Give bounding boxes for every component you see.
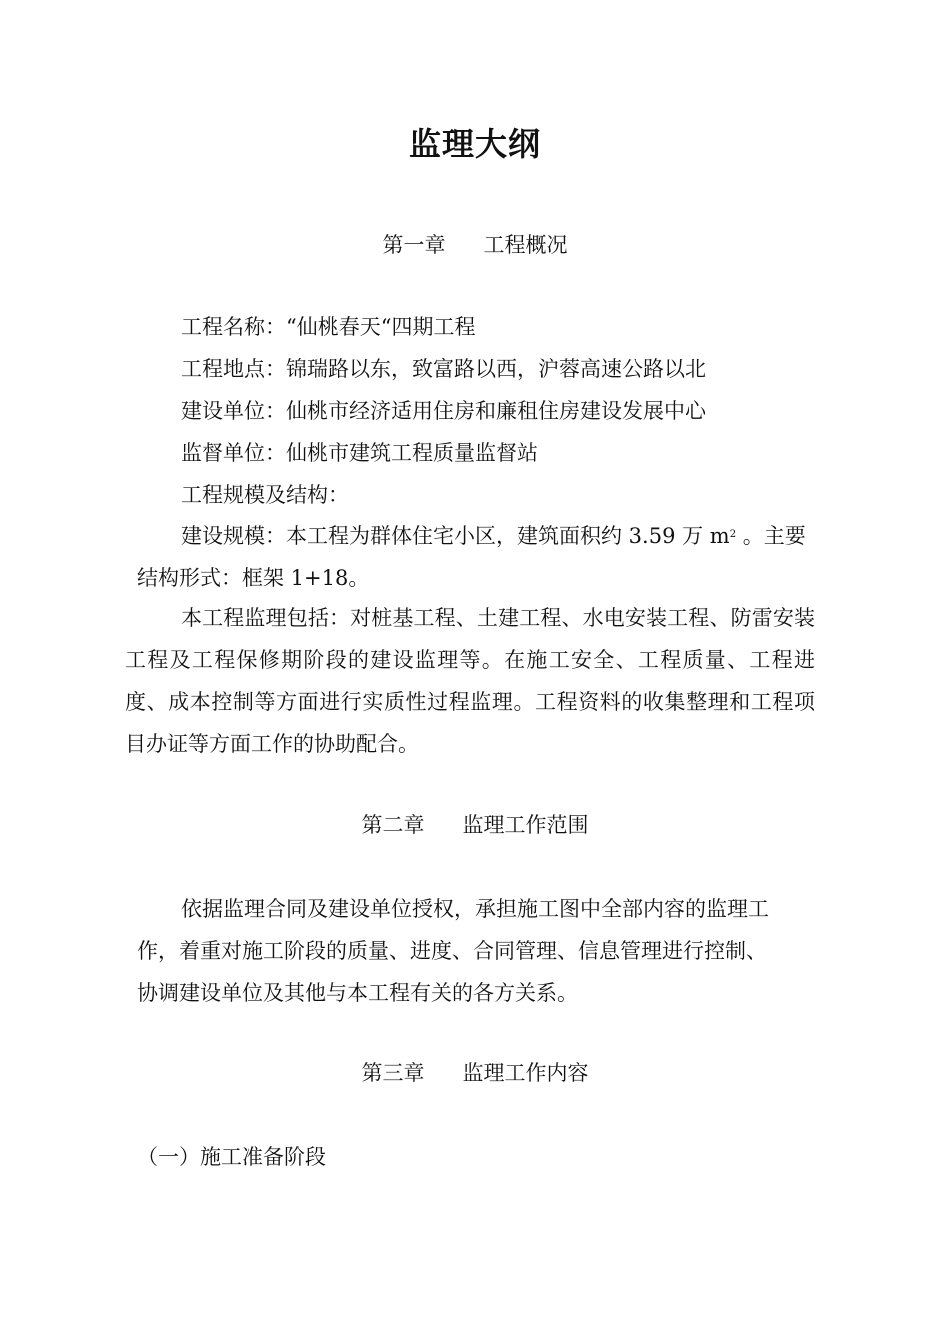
construction-scale-line — [181, 520, 806, 551]
construction-scale-text: 建设规模：本工程为群体住宅小区，建筑面积约 3.59 万 m — [181, 524, 730, 548]
chapter-2-heading — [0, 810, 950, 840]
scope-line-3: 协调建设单位及其他与本工程有关的各方关系。 — [137, 981, 578, 1005]
construction-unit-line: 建设单位：仙桃市经济适用住房和廉租住房建设发展中心 — [181, 399, 706, 423]
scale-structure-line: 工程规模及结构： — [181, 483, 349, 507]
chapter-2-number: 第二章 — [361, 813, 425, 837]
chapter-3-number: 第三章 — [361, 1061, 425, 1085]
document-title: 监理大纲 — [408, 125, 541, 163]
chapter-1-heading — [0, 230, 950, 260]
supervision-scope-paragraph: 本工程监理包括：对桩基工程、土建工程、水电安装工程、防雷安装工程及工程保修期阶段的建设监理等。在施工安全、工程质量、工程进度、成本控制等方面进行实质性过程监理。工程资料的收集整理和工程项目办证等方面工作的协助配合。 — [125, 606, 815, 756]
structure-form-line: 结构形式：框架 1+18。 — [137, 566, 370, 590]
chapter-2-name: 监理工作范围 — [462, 813, 589, 837]
supervision-unit-line: 监督单位：仙桃市建筑工程质量监督站 — [181, 441, 538, 465]
scope-line-1: 依据监理合同及建设单位授权，承担施工图中全部内容的监理工 — [181, 897, 769, 921]
scope-line-2: 作，着重对施工阶段的质量、进度、合同管理、信息管理进行控制、 — [137, 939, 767, 963]
chapter-1-number: 第一章 — [382, 233, 446, 257]
chapter-3-name: 监理工作内容 — [462, 1061, 589, 1085]
project-name-line: 工程名称：“仙桃春天“四期工程 — [181, 315, 476, 339]
chapter-1-name: 工程概况 — [483, 233, 568, 257]
chapter-3-heading — [0, 1058, 950, 1088]
project-location-line: 工程地点：锦瑞路以东，致富路以西，沪蓉高速公路以北 — [181, 357, 706, 381]
section-preparation-heading: （一）施工准备阶段 — [137, 1145, 326, 1169]
construction-scale-text-end: 。主要 — [736, 524, 806, 548]
square-superscript: 2 — [729, 529, 737, 540]
